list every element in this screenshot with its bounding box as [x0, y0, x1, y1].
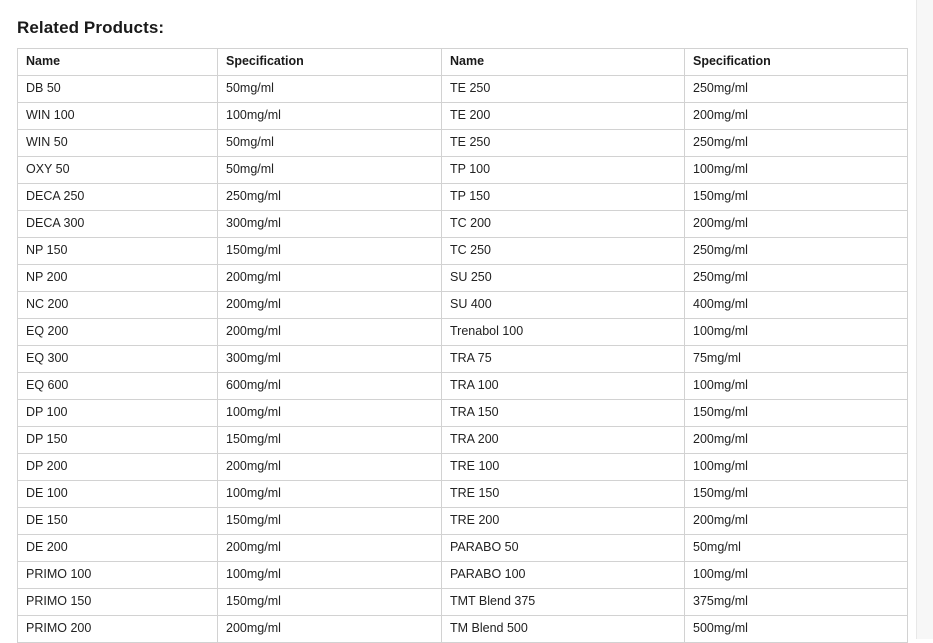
- cell-specification: 200mg/ml: [218, 616, 442, 643]
- cell-specification: 600mg/ml: [218, 373, 442, 400]
- table-row: [18, 103, 908, 130]
- cell-product-name: WIN 100: [18, 103, 218, 130]
- cell-product-name: TC 250: [442, 238, 685, 265]
- page-title: Related Products:: [17, 18, 165, 37]
- cell-specification: 250mg/ml: [685, 238, 908, 265]
- cell-specification: 250mg/ml: [685, 265, 908, 292]
- cell-specification: 150mg/ml: [685, 400, 908, 427]
- cell-specification: 50mg/ml: [685, 535, 908, 562]
- cell-product-name: TE 250: [442, 130, 685, 157]
- table-row: [18, 238, 908, 265]
- cell-specification: 150mg/ml: [218, 508, 442, 535]
- table-header: [18, 49, 908, 76]
- cell-product-name: EQ 300: [18, 346, 218, 373]
- column-header-specification-left: Specification: [218, 49, 442, 76]
- cell-product-name: TRE 100: [442, 454, 685, 481]
- cell-product-name: EQ 600: [18, 373, 218, 400]
- cell-specification: 300mg/ml: [218, 211, 442, 238]
- cell-specification: 50mg/ml: [218, 76, 442, 103]
- cell-specification: 300mg/ml: [218, 346, 442, 373]
- cell-specification: 200mg/ml: [218, 535, 442, 562]
- cell-product-name: NC 200: [18, 292, 218, 319]
- cell-specification: 100mg/ml: [218, 103, 442, 130]
- table-row: [18, 373, 908, 400]
- cell-specification: 100mg/ml: [218, 481, 442, 508]
- cell-product-name: TRA 100: [442, 373, 685, 400]
- cell-product-name: SU 250: [442, 265, 685, 292]
- cell-specification: 100mg/ml: [218, 400, 442, 427]
- table-header-row: [18, 49, 908, 76]
- cell-product-name: SU 400: [442, 292, 685, 319]
- cell-specification: 250mg/ml: [218, 184, 442, 211]
- cell-specification: 375mg/ml: [685, 589, 908, 616]
- cell-product-name: TP 150: [442, 184, 685, 211]
- cell-specification: 250mg/ml: [685, 76, 908, 103]
- cell-product-name: WIN 50: [18, 130, 218, 157]
- table-row: [18, 616, 908, 643]
- cell-specification: 100mg/ml: [685, 562, 908, 589]
- cell-specification: 100mg/ml: [685, 319, 908, 346]
- table-row: [18, 292, 908, 319]
- table-row: [18, 346, 908, 373]
- cell-product-name: DE 100: [18, 481, 218, 508]
- cell-product-name: DB 50: [18, 76, 218, 103]
- cell-product-name: TE 200: [442, 103, 685, 130]
- page-right-margin: [916, 0, 933, 639]
- column-header-name-left: Name: [18, 49, 218, 76]
- cell-specification: 200mg/ml: [218, 319, 442, 346]
- cell-product-name: PRIMO 150: [18, 589, 218, 616]
- cell-product-name: OXY 50: [18, 157, 218, 184]
- table-body: [18, 76, 908, 643]
- cell-product-name: TE 250: [442, 76, 685, 103]
- content-area: [17, 0, 907, 643]
- table-row: [18, 508, 908, 535]
- cell-product-name: TP 100: [442, 157, 685, 184]
- cell-specification: 400mg/ml: [685, 292, 908, 319]
- cell-specification: 150mg/ml: [685, 481, 908, 508]
- cell-product-name: PRIMO 100: [18, 562, 218, 589]
- table-row: [18, 562, 908, 589]
- cell-specification: 200mg/ml: [218, 265, 442, 292]
- table-row: [18, 265, 908, 292]
- cell-specification: 150mg/ml: [218, 589, 442, 616]
- table-row: [18, 589, 908, 616]
- cell-product-name: NP 150: [18, 238, 218, 265]
- cell-product-name: TMT Blend 375: [442, 589, 685, 616]
- cell-product-name: TM Blend 500: [442, 616, 685, 643]
- cell-specification: 50mg/ml: [218, 157, 442, 184]
- table-row: [18, 130, 908, 157]
- table-row: [18, 211, 908, 238]
- cell-product-name: PRIMO 200: [18, 616, 218, 643]
- table-row: [18, 76, 908, 103]
- cell-specification: 100mg/ml: [218, 562, 442, 589]
- cell-product-name: DP 200: [18, 454, 218, 481]
- cell-specification: 200mg/ml: [685, 508, 908, 535]
- cell-product-name: NP 200: [18, 265, 218, 292]
- table-row: [18, 184, 908, 211]
- cell-specification: 250mg/ml: [685, 130, 908, 157]
- table-row: [18, 400, 908, 427]
- table-row: [18, 481, 908, 508]
- cell-product-name: DECA 250: [18, 184, 218, 211]
- table-row: [18, 454, 908, 481]
- column-header-name-right: Name: [442, 49, 685, 76]
- cell-product-name: PARABO 50: [442, 535, 685, 562]
- cell-product-name: DE 200: [18, 535, 218, 562]
- table-row: [18, 427, 908, 454]
- table-row: [18, 535, 908, 562]
- cell-product-name: TRA 75: [442, 346, 685, 373]
- cell-product-name: DP 100: [18, 400, 218, 427]
- cell-specification: 200mg/ml: [685, 427, 908, 454]
- table-row: [18, 319, 908, 346]
- table-row: [18, 157, 908, 184]
- cell-product-name: TRA 200: [442, 427, 685, 454]
- cell-specification: 50mg/ml: [218, 130, 442, 157]
- cell-specification: 500mg/ml: [685, 616, 908, 643]
- related-products-table: [17, 48, 908, 643]
- cell-specification: 100mg/ml: [685, 373, 908, 400]
- cell-product-name: DECA 300: [18, 211, 218, 238]
- cell-specification: 75mg/ml: [685, 346, 908, 373]
- column-header-specification-right: Specification: [685, 49, 908, 76]
- cell-specification: 150mg/ml: [218, 238, 442, 265]
- cell-product-name: TRE 200: [442, 508, 685, 535]
- cell-product-name: Trenabol 100: [442, 319, 685, 346]
- cell-product-name: DP 150: [18, 427, 218, 454]
- cell-product-name: PARABO 100: [442, 562, 685, 589]
- cell-product-name: TRE 150: [442, 481, 685, 508]
- cell-specification: 200mg/ml: [685, 103, 908, 130]
- cell-specification: 100mg/ml: [685, 454, 908, 481]
- cell-product-name: EQ 200: [18, 319, 218, 346]
- cell-specification: 200mg/ml: [685, 211, 908, 238]
- cell-specification: 150mg/ml: [218, 427, 442, 454]
- cell-specification: 200mg/ml: [218, 292, 442, 319]
- cell-specification: 150mg/ml: [685, 184, 908, 211]
- cell-product-name: TC 200: [442, 211, 685, 238]
- cell-specification: 100mg/ml: [685, 157, 908, 184]
- cell-product-name: TRA 150: [442, 400, 685, 427]
- cell-specification: 200mg/ml: [218, 454, 442, 481]
- cell-product-name: DE 150: [18, 508, 218, 535]
